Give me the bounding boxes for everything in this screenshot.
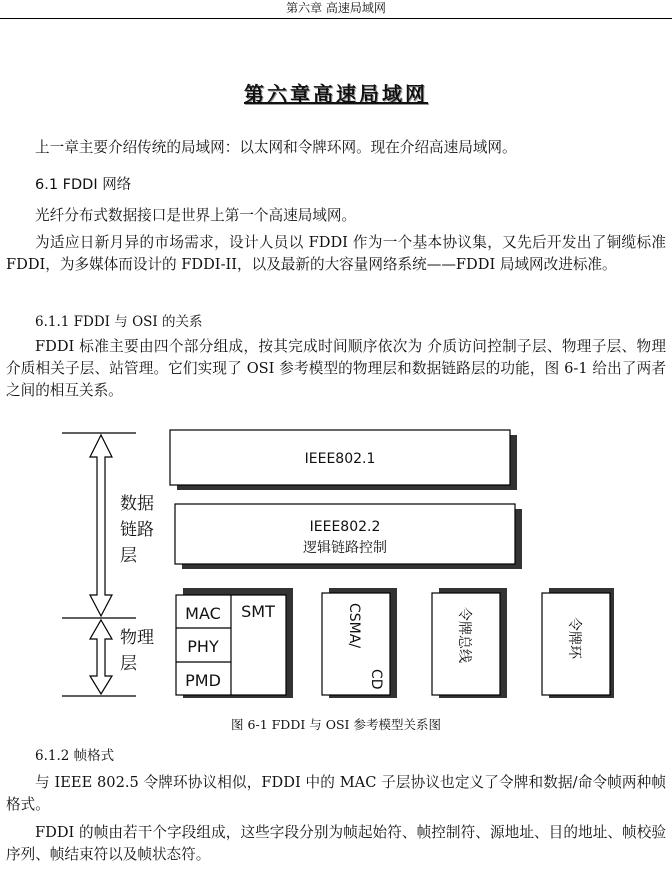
intro-paragraph: 上一章主要介绍传统的局域网：以太网和令牌环网。现在介绍高速局域网。 — [35, 139, 517, 156]
datalink-label-line2: 链路 — [120, 520, 154, 540]
physical-double-arrow — [90, 620, 112, 694]
mac-label: MAC — [185, 604, 221, 623]
ieee8022-label: IEEE802.2 — [309, 519, 381, 535]
datalink-label-line1: 数据 — [120, 494, 154, 514]
chapter-title — [0, 78, 672, 107]
chapter-title-text: 第六章高速局域网 — [244, 82, 428, 106]
section-6-1-1-paragraph: FDDI 标准主要由四个部分组成，按其完成时间顺序依次为 介质访问控制子层、物理子层、物理介质相关子层、站管理。它们实现了 OSI 参考模型的物理层和数据链路层的功能，图 6-1 给出了两者之间的相互关系。 — [6, 338, 666, 399]
section-6-1-1-heading: 6.1.1 FDDI 与 OSI 的关系 — [35, 314, 203, 330]
datalink-label-line3: 层 — [120, 546, 137, 566]
csma-label-top: CSMA/ — [346, 603, 362, 649]
token-bus-label: 令牌总线 — [456, 607, 472, 663]
physical-label-line1: 物理 — [120, 628, 154, 648]
figure-caption: 图 6-1 FDDI 与 OSI 参考模型关系图 — [231, 717, 441, 732]
section-6-1-paragraph-1: 光纤分布式数据接口是世界上第一个高速局域网。 — [35, 207, 357, 224]
llc-label: 逻辑链路控制 — [303, 540, 387, 556]
section-6-1-heading: 6.1 FDDI 网络 — [35, 177, 132, 193]
datalink-double-arrow — [90, 435, 112, 616]
ieee8021-label: IEEE802.1 — [304, 451, 376, 467]
physical-label-line2: 层 — [120, 654, 137, 674]
phy-label: PHY — [187, 637, 219, 656]
csma-label-bottom: CD — [368, 669, 384, 690]
pmd-label: PMD — [185, 671, 221, 690]
fddi-osi-figure — [54, 425, 614, 715]
smt-label: SMT — [241, 602, 275, 621]
section-6-1-2-paragraph-1: 与 IEEE 802.5 令牌环协议相似，FDDI 中的 MAC 子层协议也定义了令牌和数据/命令帧两种帧格式。 — [6, 774, 666, 813]
token-ring-label: 令牌环 — [566, 617, 582, 659]
section-6-1-2-heading: 6.1.2 帧格式 — [35, 748, 115, 764]
running-header: 第六章 高速局域网 — [0, 0, 672, 19]
section-6-1-2-paragraph-2: FDDI 的帧由若干个字段组成，这些字段分别为帧起始符、帧控制符、源地址、目的地址、帧校验序列、帧结束符以及帧状态符。 — [6, 824, 666, 863]
section-6-1-paragraph-2: 为适应日新月异的市场需求，设计人员以 FDDI 作为一个基本协议集，又先后开发出了铜缆标准 FDDI，为多媒体而设计的 FDDI-II，以及最新的大容量网络系统——FDDI 局域网改进标准。 — [6, 234, 666, 273]
